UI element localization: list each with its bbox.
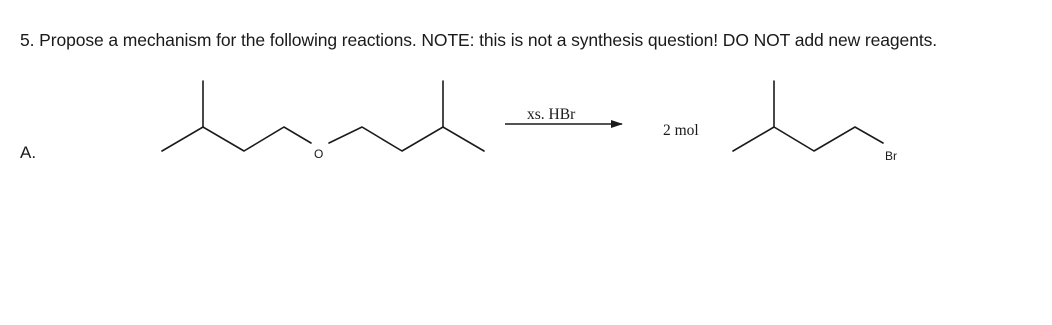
product-bromine-label: Br: [885, 149, 897, 163]
reactant-left-chain: [162, 127, 311, 151]
reactant-right-chain: [329, 127, 484, 151]
reactant-structure: [162, 81, 484, 151]
product-chain: [733, 127, 883, 151]
part-label: A.: [20, 143, 37, 162]
reactant-oxygen-label: O: [314, 147, 324, 161]
reagent-label: xs. HBr: [527, 106, 576, 123]
product-coefficient: 2 mol: [663, 122, 699, 139]
product-structure: [733, 81, 883, 151]
question-text: 5. Propose a mechanism for the following reactions. NOTE: this is not a synthesis question! DO NOT add new reagents.: [20, 30, 937, 50]
